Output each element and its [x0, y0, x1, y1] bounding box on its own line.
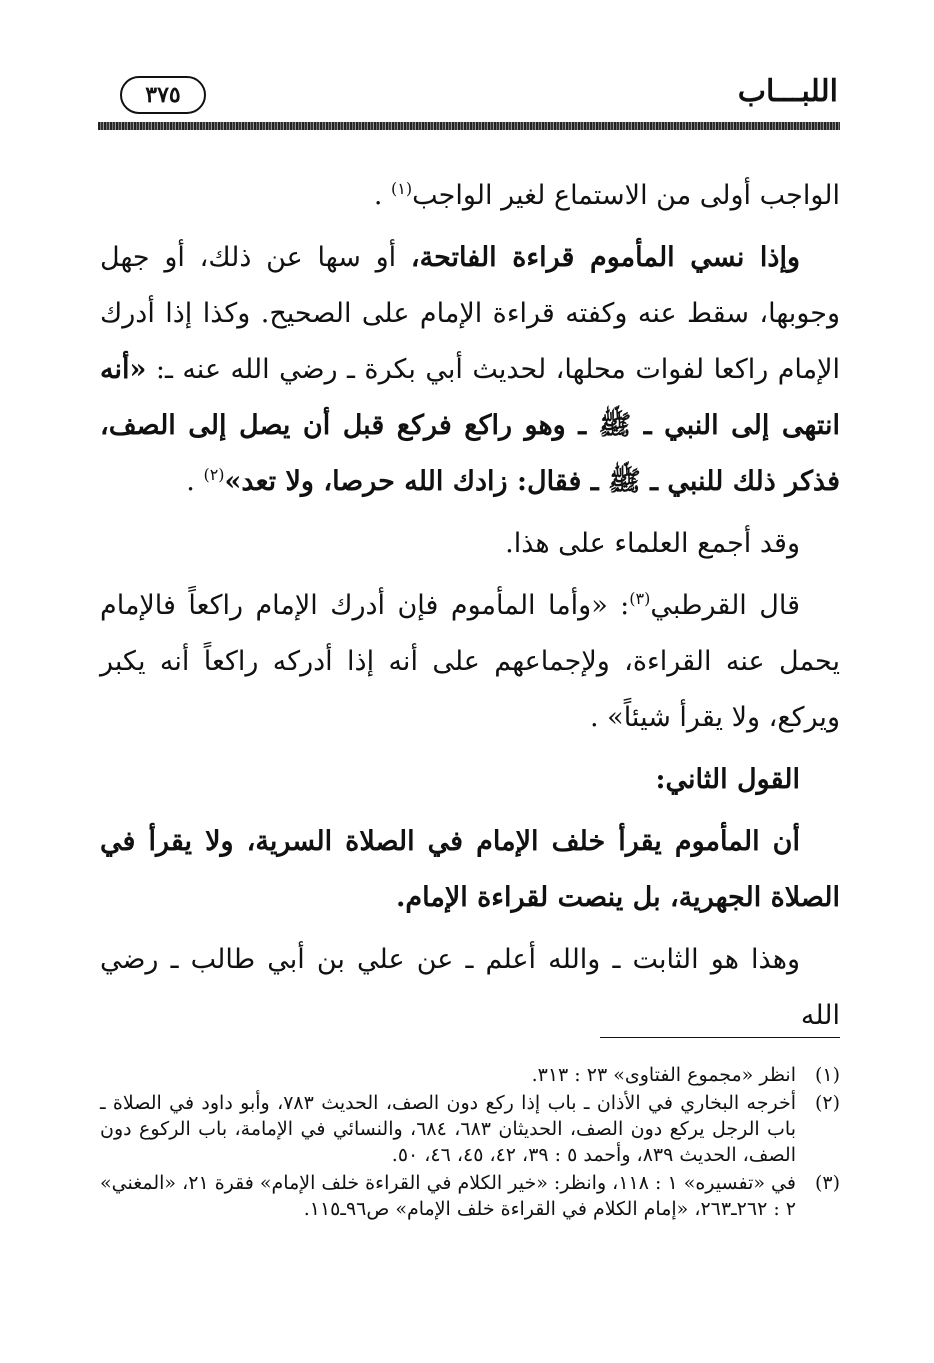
footnote-1-text: انظر «مجموع الفتاوى» ٢٣ : ٣١٣. [531, 1064, 796, 1086]
section-heading: القول الثاني: [655, 764, 800, 795]
paragraph-2-bold: وإذا نسي المأموم قراءة الفاتحة، [410, 242, 800, 273]
main-text [100, 168, 840, 1050]
paragraph-7-text: وهذا هو الثابت ـ والله أعلم ـ عن علي بن أبي طالب ـ رضي الله [100, 944, 840, 1031]
footnote-2-text: أخرجه البخاري في الأذان ـ باب إذا ركع دون الصف، الحديث ٧٨٣، وأبو داود في الصلاة ـ باب الرجل يركع دون الصف، الحديثان ٦٨٣، ٦٨٤، والنسائي في الإمامة، باب الركوع دون الصف، الحديث ٨٣٩، وأحمد ٥ : ٣٩، ٤٢، ٤٥، ٤٦، ٥٠. [100, 1092, 797, 1166]
footnote-3-text: في «تفسيره» ١ : ١١٨، وانظر: «خير الكلام في القراءة خلف الإمام» فقرة ٢١، «المغني» ٢ : ٢٦٢ـ٢٦٣، «إمام الكلام في القراءة خلف الإمام» ص٩٦ـ١١٥. [100, 1172, 796, 1220]
paragraph-2-text: أو سها عن ذلك، أو جهل وجوبها، سقط عنه وكفته قراءة الإمام على الصحيح. وكذا إذا أدرك الإمام راكعا لفوات محلها، لحديث أبي بكرة ـ رضي الله عنه ـ: [100, 242, 840, 385]
page-number-badge: ٣٧٥ [120, 76, 206, 114]
paragraph-2-end: . [186, 466, 204, 497]
paragraph-3 [100, 516, 840, 572]
paragraph-1-end: . [373, 180, 392, 211]
paragraph-2 [100, 230, 840, 510]
paragraph-5 [100, 752, 840, 808]
footnote-2 [100, 1090, 840, 1168]
paragraph-1 [100, 168, 840, 224]
page-header [98, 70, 838, 122]
paragraph-4 [100, 578, 840, 746]
paragraph-1-text: الواجب أولى من الاستماع لغير الواجب [412, 180, 840, 211]
running-title: اللبـــاب [737, 74, 838, 109]
header-rule [98, 122, 840, 130]
footnote-3 [100, 1170, 840, 1222]
footnote-1-number: (١) [814, 1064, 840, 1086]
footnotes [100, 1062, 840, 1224]
hadith-quote: «أنه انتهى إلى النبي ـ ﷺ ـ وهو راكع فركع قبل أن يصل إلى الصف، فذكر ذلك للنبي ـ ﷺ ـ فقال: زادك الله حرصا، ولا تعد» [100, 354, 840, 497]
footnote-ref-1: (١) [391, 179, 413, 198]
footnote-separator [600, 1037, 840, 1038]
footnote-ref-2: (٢) [203, 465, 225, 484]
paragraph-6 [100, 814, 840, 926]
paragraph-4-text-b: : «وأما المأموم فإن أدرك الإمام راكعاً فالإمام يحمل عنه القراءة، ولإجماعهم على أنه إذا أدركه راكعاً أنه يكبر ويركع، ولا يقرأ شيئاً» . [100, 590, 840, 733]
paragraph-7 [100, 932, 840, 1044]
paragraph-4-text-a: قال القرطبي [650, 590, 800, 621]
paragraph-6-bold: أن المأموم يقرأ خلف الإمام في الصلاة السرية، ولا يقرأ في الصلاة الجهرية، بل ينصت لقراءة الإمام. [100, 826, 840, 913]
paragraph-3-text: وقد أجمع العلماء على هذا. [505, 528, 800, 559]
footnote-3-number: (٣) [814, 1172, 840, 1194]
footnote-2-number: (٢) [814, 1092, 840, 1114]
footnote-ref-3: (٣) [629, 589, 651, 608]
footnote-1 [100, 1062, 840, 1088]
